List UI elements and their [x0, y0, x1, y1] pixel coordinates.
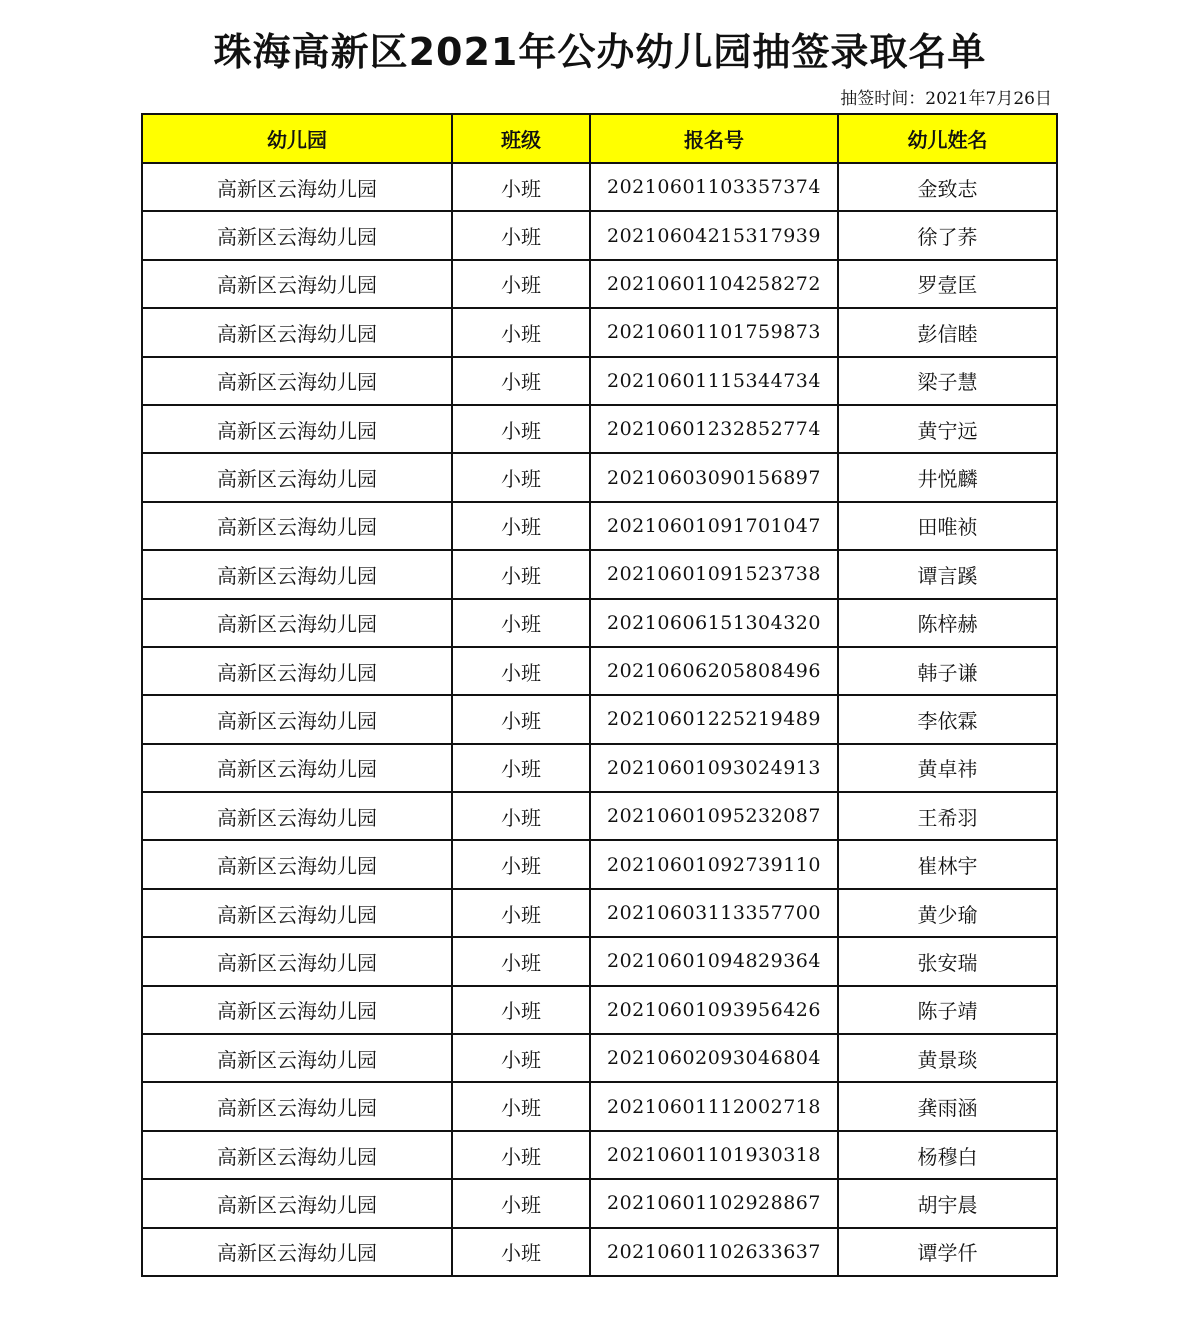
cell-class: 小班 — [452, 550, 590, 598]
cell-child-name: 谭学仟 — [838, 1228, 1057, 1276]
cell-class: 小班 — [452, 986, 590, 1034]
cell-child-name: 黄卓祎 — [838, 744, 1057, 792]
cell-child-name: 黄景琰 — [838, 1034, 1057, 1082]
table-row — [142, 695, 1057, 743]
table-row — [142, 550, 1057, 598]
table-row — [142, 1034, 1057, 1082]
cell-class: 小班 — [452, 357, 590, 405]
cell-child-name: 崔林宇 — [838, 840, 1057, 888]
table-row — [142, 1179, 1057, 1227]
cell-registration-number: 20210602093046804 — [590, 1034, 838, 1082]
table-row — [142, 211, 1057, 259]
cell-class: 小班 — [452, 502, 590, 550]
table-row — [142, 405, 1057, 453]
cell-kindergarten: 高新区云海幼儿园 — [142, 308, 452, 356]
cell-class: 小班 — [452, 647, 590, 695]
cell-kindergarten: 高新区云海幼儿园 — [142, 1131, 452, 1179]
table-row — [142, 453, 1057, 501]
cell-child-name: 井悦麟 — [838, 453, 1057, 501]
cell-class: 小班 — [452, 744, 590, 792]
table-row — [142, 744, 1057, 792]
cell-child-name: 徐了荞 — [838, 211, 1057, 259]
cell-child-name: 梁子慧 — [838, 357, 1057, 405]
cell-class: 小班 — [452, 695, 590, 743]
cell-registration-number: 20210601232852774 — [590, 405, 838, 453]
table-row — [142, 308, 1057, 356]
cell-class: 小班 — [452, 599, 590, 647]
cell-child-name: 彭信睦 — [838, 308, 1057, 356]
cell-registration-number: 20210601095232087 — [590, 792, 838, 840]
cell-class: 小班 — [452, 405, 590, 453]
cell-class: 小班 — [452, 889, 590, 937]
cell-class: 小班 — [452, 840, 590, 888]
table-row — [142, 889, 1057, 937]
cell-kindergarten: 高新区云海幼儿园 — [142, 889, 452, 937]
cell-child-name: 李依霖 — [838, 695, 1057, 743]
cell-registration-number: 20210601104258272 — [590, 260, 838, 308]
table-row — [142, 986, 1057, 1034]
cell-class: 小班 — [452, 937, 590, 985]
draw-date: 抽签时间：2021年7月26日 — [840, 89, 1052, 109]
cell-registration-number: 20210601102633637 — [590, 1228, 838, 1276]
cell-kindergarten: 高新区云海幼儿园 — [142, 1179, 452, 1227]
cell-class: 小班 — [452, 792, 590, 840]
cell-class: 小班 — [452, 1179, 590, 1227]
cell-registration-number: 20210601093024913 — [590, 744, 838, 792]
cell-kindergarten: 高新区云海幼儿园 — [142, 792, 452, 840]
cell-registration-number: 20210603090156897 — [590, 453, 838, 501]
cell-kindergarten: 高新区云海幼儿园 — [142, 840, 452, 888]
cell-class: 小班 — [452, 1034, 590, 1082]
cell-registration-number: 20210601225219489 — [590, 695, 838, 743]
cell-registration-number: 20210601115344734 — [590, 357, 838, 405]
cell-child-name: 陈子靖 — [838, 986, 1057, 1034]
cell-kindergarten: 高新区云海幼儿园 — [142, 937, 452, 985]
cell-child-name: 谭言蹊 — [838, 550, 1057, 598]
cell-class: 小班 — [452, 1082, 590, 1130]
table-row — [142, 937, 1057, 985]
cell-class: 小班 — [452, 260, 590, 308]
cell-child-name: 黄宁远 — [838, 405, 1057, 453]
document-title: 珠海高新区2021年公办幼儿园抽签录取名单 — [213, 30, 987, 74]
cell-child-name: 龚雨涵 — [838, 1082, 1057, 1130]
cell-registration-number: 20210601102928867 — [590, 1179, 838, 1227]
table-row — [142, 1131, 1057, 1179]
cell-registration-number: 20210601103357374 — [590, 163, 838, 211]
cell-class: 小班 — [452, 1131, 590, 1179]
cell-registration-number: 20210601092739110 — [590, 840, 838, 888]
table-row — [142, 840, 1057, 888]
header-kindergarten: 幼儿园 — [142, 114, 452, 163]
admission-table — [141, 113, 1058, 1277]
cell-child-name: 金致志 — [838, 163, 1057, 211]
cell-child-name: 韩子谦 — [838, 647, 1057, 695]
table-header-row — [142, 114, 1057, 163]
cell-kindergarten: 高新区云海幼儿园 — [142, 1082, 452, 1130]
cell-child-name: 黄少瑜 — [838, 889, 1057, 937]
table-row — [142, 1082, 1057, 1130]
cell-kindergarten: 高新区云海幼儿园 — [142, 647, 452, 695]
cell-kindergarten: 高新区云海幼儿园 — [142, 502, 452, 550]
cell-child-name: 罗壹匡 — [838, 260, 1057, 308]
cell-child-name: 陈梓赫 — [838, 599, 1057, 647]
cell-kindergarten: 高新区云海幼儿园 — [142, 163, 452, 211]
cell-kindergarten: 高新区云海幼儿园 — [142, 599, 452, 647]
cell-registration-number: 20210603113357700 — [590, 889, 838, 937]
cell-registration-number: 20210601091523738 — [590, 550, 838, 598]
table-row — [142, 647, 1057, 695]
table-row — [142, 163, 1057, 211]
cell-registration-number: 20210601101759873 — [590, 308, 838, 356]
cell-child-name: 胡宇晨 — [838, 1179, 1057, 1227]
cell-class: 小班 — [452, 163, 590, 211]
table-row — [142, 502, 1057, 550]
cell-registration-number: 20210604215317939 — [590, 211, 838, 259]
cell-class: 小班 — [452, 308, 590, 356]
table-row — [142, 260, 1057, 308]
table-row — [142, 599, 1057, 647]
cell-registration-number: 20210601112002718 — [590, 1082, 838, 1130]
cell-kindergarten: 高新区云海幼儿园 — [142, 453, 452, 501]
cell-kindergarten: 高新区云海幼儿园 — [142, 744, 452, 792]
cell-kindergarten: 高新区云海幼儿园 — [142, 1228, 452, 1276]
cell-class: 小班 — [452, 1228, 590, 1276]
cell-kindergarten: 高新区云海幼儿园 — [142, 260, 452, 308]
cell-child-name: 杨穆白 — [838, 1131, 1057, 1179]
cell-kindergarten: 高新区云海幼儿园 — [142, 986, 452, 1034]
header-class: 班级 — [452, 114, 590, 163]
table-row — [142, 1228, 1057, 1276]
cell-registration-number: 20210601101930318 — [590, 1131, 838, 1179]
header-registration-number: 报名号 — [590, 114, 838, 163]
cell-kindergarten: 高新区云海幼儿园 — [142, 1034, 452, 1082]
cell-registration-number: 20210601091701047 — [590, 502, 838, 550]
cell-class: 小班 — [452, 211, 590, 259]
cell-child-name: 王希羽 — [838, 792, 1057, 840]
cell-kindergarten: 高新区云海幼儿园 — [142, 550, 452, 598]
cell-registration-number: 20210606205808496 — [590, 647, 838, 695]
header-child-name: 幼儿姓名 — [838, 114, 1057, 163]
cell-registration-number: 20210601093956426 — [590, 986, 838, 1034]
cell-registration-number: 20210601094829364 — [590, 937, 838, 985]
table-row — [142, 357, 1057, 405]
cell-kindergarten: 高新区云海幼儿园 — [142, 357, 452, 405]
cell-child-name: 田唯祯 — [838, 502, 1057, 550]
cell-child-name: 张安瑞 — [838, 937, 1057, 985]
cell-kindergarten: 高新区云海幼儿园 — [142, 211, 452, 259]
table-row — [142, 792, 1057, 840]
cell-registration-number: 20210606151304320 — [590, 599, 838, 647]
cell-kindergarten: 高新区云海幼儿园 — [142, 405, 452, 453]
cell-class: 小班 — [452, 453, 590, 501]
cell-kindergarten: 高新区云海幼儿园 — [142, 695, 452, 743]
table-body — [142, 163, 1057, 1276]
